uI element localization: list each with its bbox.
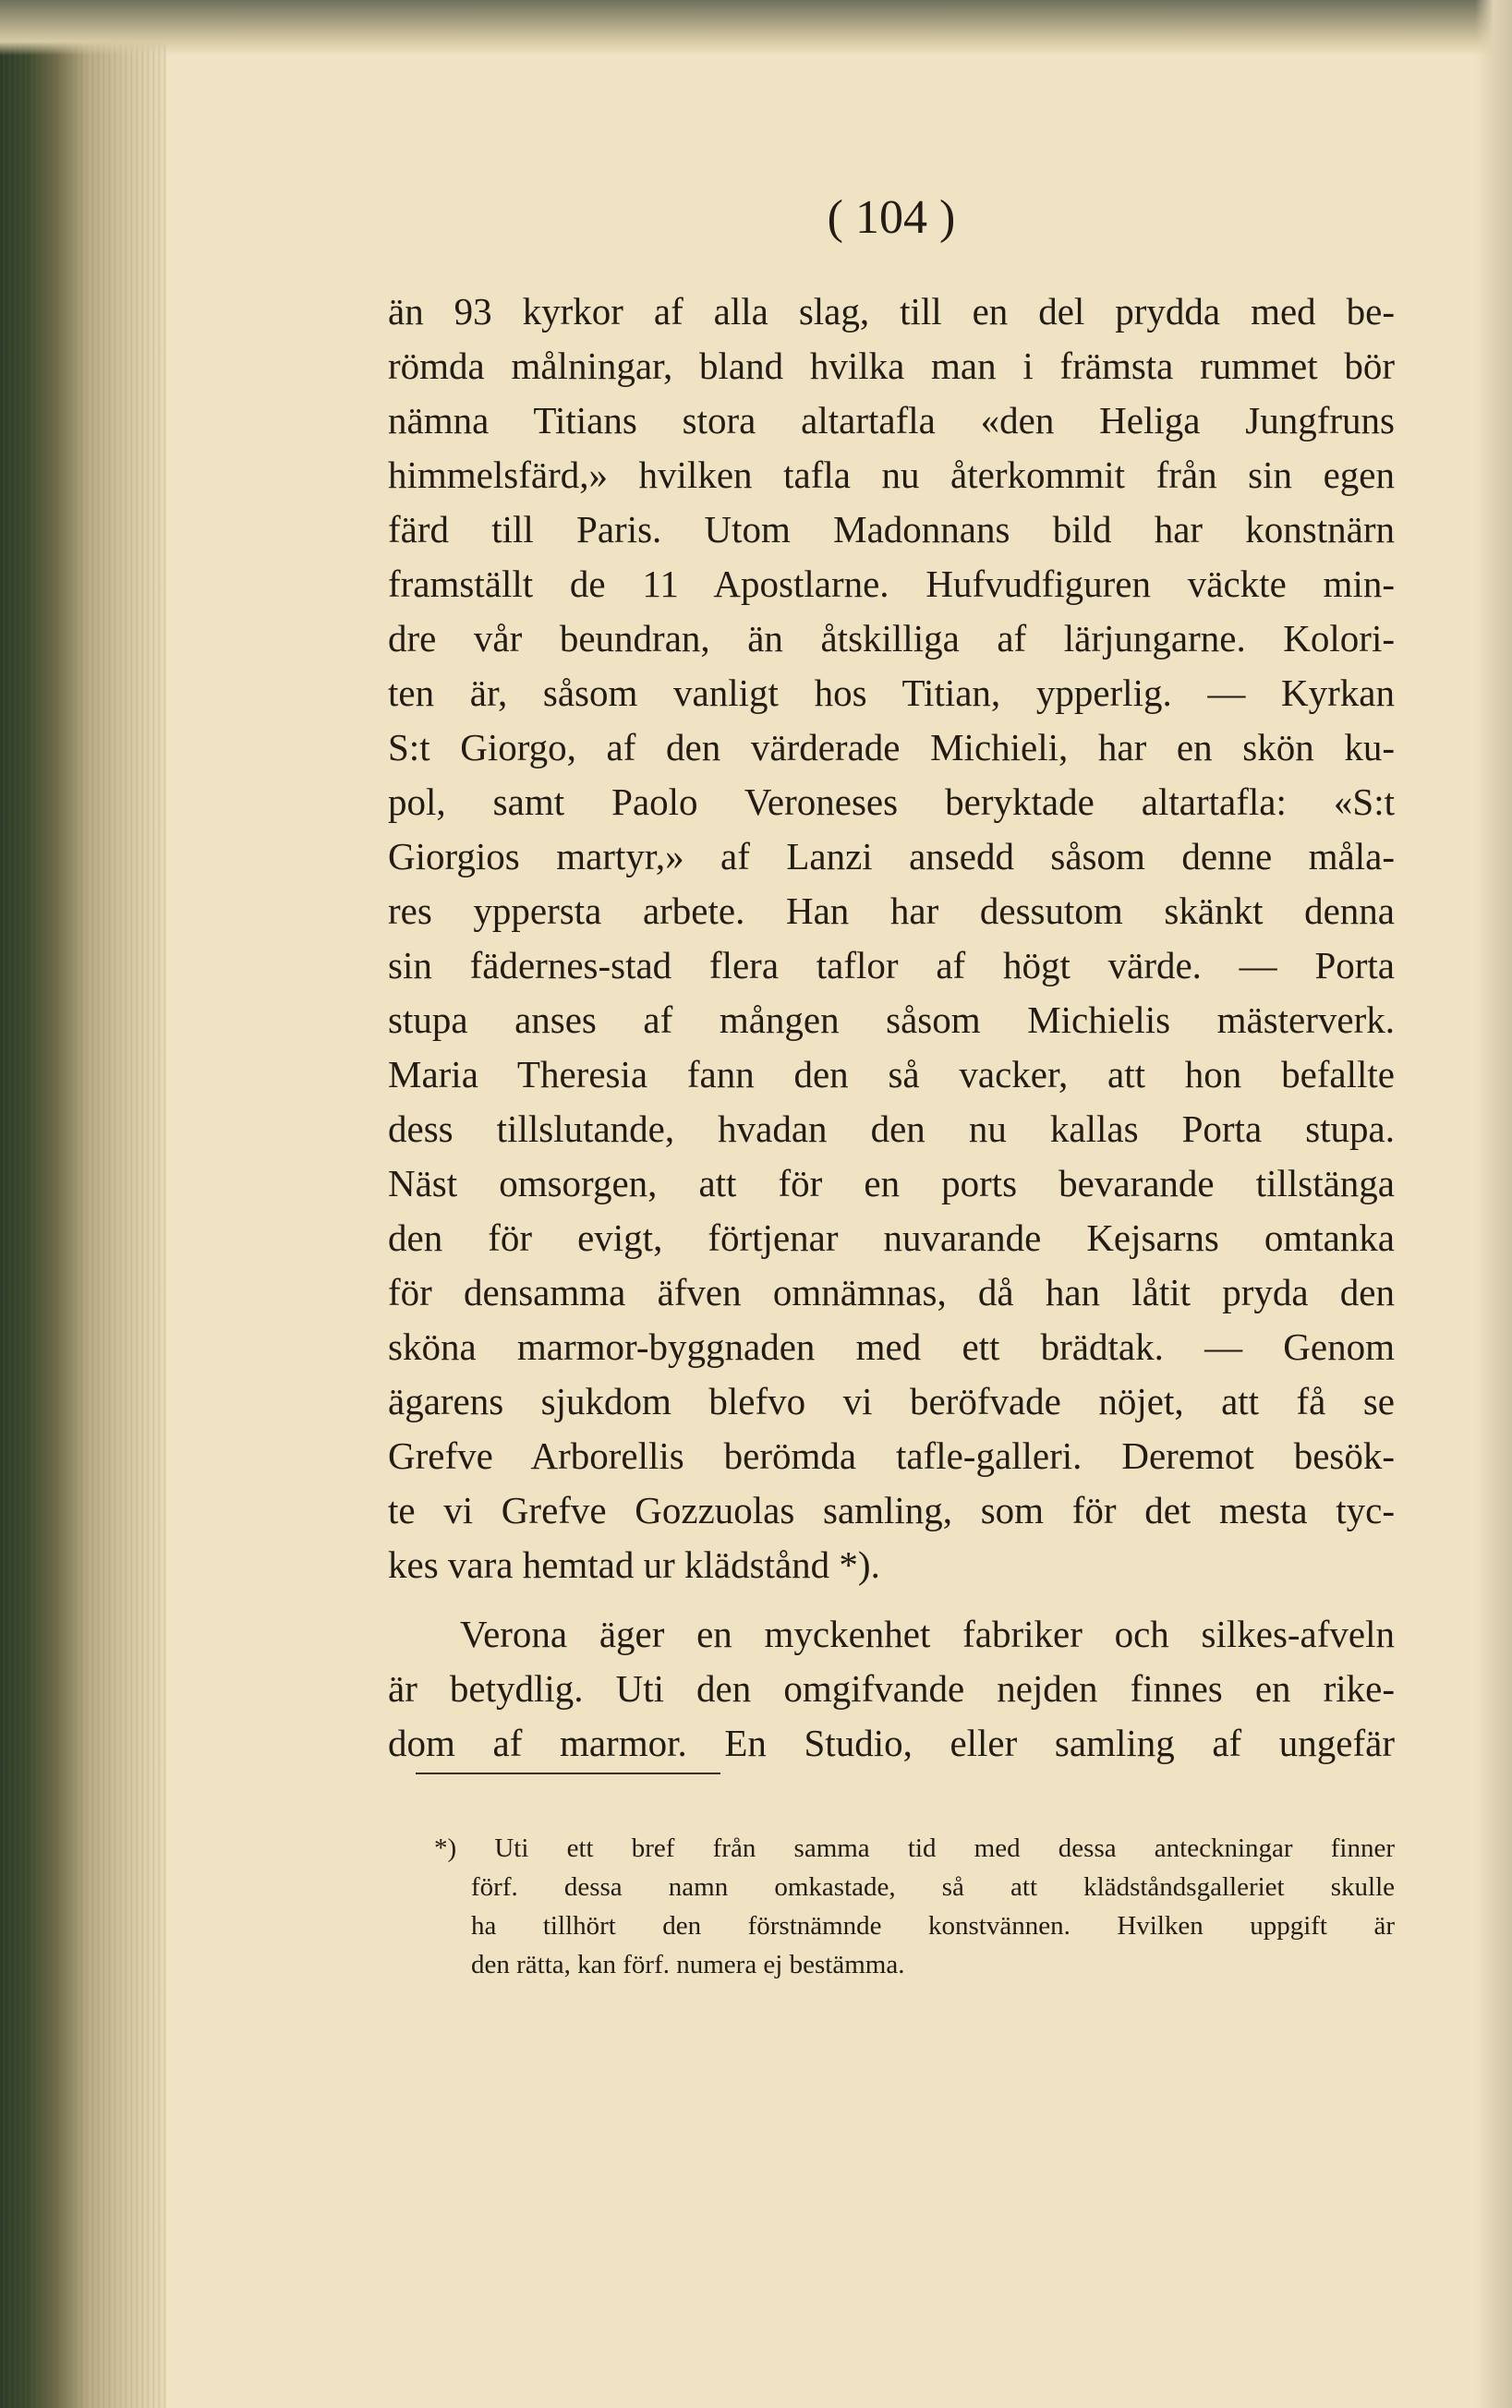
text-line: himmelsfärd,» hvilken tafla nu återkommit från sin egen bbox=[388, 454, 1395, 496]
text-line: dess tillslutande, hvadan den nu kallas Porta stupa. bbox=[388, 1107, 1395, 1150]
text-line: framställt de 11 Apostlarne. Hufvudfiguren väckte min- bbox=[388, 563, 1395, 605]
footnote-line: *) Uti ett bref från samma tid med dessa anteckningar finner bbox=[434, 1833, 1395, 1863]
text-line: römda målningar, bland hvilka man i främsta rummet bör bbox=[388, 345, 1395, 387]
text-line: Grefve Arborellis berömda tafle-galleri. Deremot besök- bbox=[388, 1434, 1395, 1477]
text-line: ägarens sjukdom blefvo vi beröfvade nöjet, att få se bbox=[388, 1380, 1395, 1422]
text-line: Giorgios martyr,» af Lanzi ansedd såsom denne måla- bbox=[388, 835, 1395, 877]
text-line: än 93 kyrkor af alla slag, till en del prydda med be- bbox=[388, 290, 1395, 333]
text-line: dre vår beundran, än åtskilliga af lärjungarne. Kolori- bbox=[388, 617, 1395, 659]
text-line: sin fädernes-stad flera taflor af högt värde. — Porta bbox=[388, 944, 1395, 986]
text-line: färd till Paris. Utom Madonnans bild har konstnärn bbox=[388, 508, 1395, 551]
page-right-edge bbox=[1475, 0, 1512, 2408]
page-number: ( 104 ) bbox=[827, 191, 956, 244]
footnote-line: den rätta, kan förf. numera ej bestämma. bbox=[471, 1950, 905, 1979]
text-line: den för evigt, förtjenar nuvarande Kejsarns omtanka bbox=[388, 1216, 1395, 1259]
page-top-edge bbox=[0, 0, 1512, 55]
text-line: för densamma äfven omnämnas, då han låtit pryda den bbox=[388, 1271, 1395, 1313]
text-line: är betydlig. Uti den omgifvande nejden finnes en rike- bbox=[388, 1667, 1395, 1710]
text-line: sköna marmor-byggnaden med ett brädtak. — Genom bbox=[388, 1325, 1395, 1368]
book-binding bbox=[0, 0, 166, 2408]
page-content bbox=[388, 191, 1395, 2318]
footnote bbox=[388, 1829, 1395, 1984]
text-line: Näst omsorgen, att för en ports bevarande tillstänga bbox=[388, 1162, 1395, 1204]
text-line: Verona äger en myckenhet fabriker och silkes-afveln bbox=[460, 1613, 1395, 1655]
footnote-line: ha tillhört den förstnämnde konstvännen. Hvilken uppgift är bbox=[471, 1911, 1395, 1941]
text-line: nämna Titians stora altartafla «den Heliga Jungfruns bbox=[388, 399, 1395, 442]
paragraph-gap bbox=[388, 1592, 1395, 1607]
text-line: te vi Grefve Gozzuolas samling, som för det mesta tyc- bbox=[388, 1489, 1395, 1531]
body-text bbox=[388, 284, 1395, 1771]
text-line: S:t Giorgo, af den värderade Michieli, har en skön ku- bbox=[388, 726, 1395, 768]
footnote-line: förf. dessa namn omkastade, så att klädståndsgalleriet skulle bbox=[471, 1872, 1395, 1902]
text-line: stupa anses af mången såsom Michielis mästerverk. bbox=[388, 998, 1395, 1041]
text-line: ten är, såsom vanligt hos Titian, ypperlig. — Kyrkan bbox=[388, 672, 1395, 714]
text-line: dom af marmor. En Studio, eller samling af ungefär bbox=[388, 1722, 1395, 1764]
text-line: pol, samt Paolo Veroneses beryktade altartafla: «S:t bbox=[388, 780, 1395, 823]
text-line: kes vara hemtad ur klädstånd *). bbox=[388, 1543, 880, 1586]
text-line: res yppersta arbete. Han har dessutom skänkt denna bbox=[388, 889, 1395, 932]
footnote-rule bbox=[416, 1773, 720, 1774]
text-line: Maria Theresia fann den så vacker, att hon befallte bbox=[388, 1053, 1395, 1095]
